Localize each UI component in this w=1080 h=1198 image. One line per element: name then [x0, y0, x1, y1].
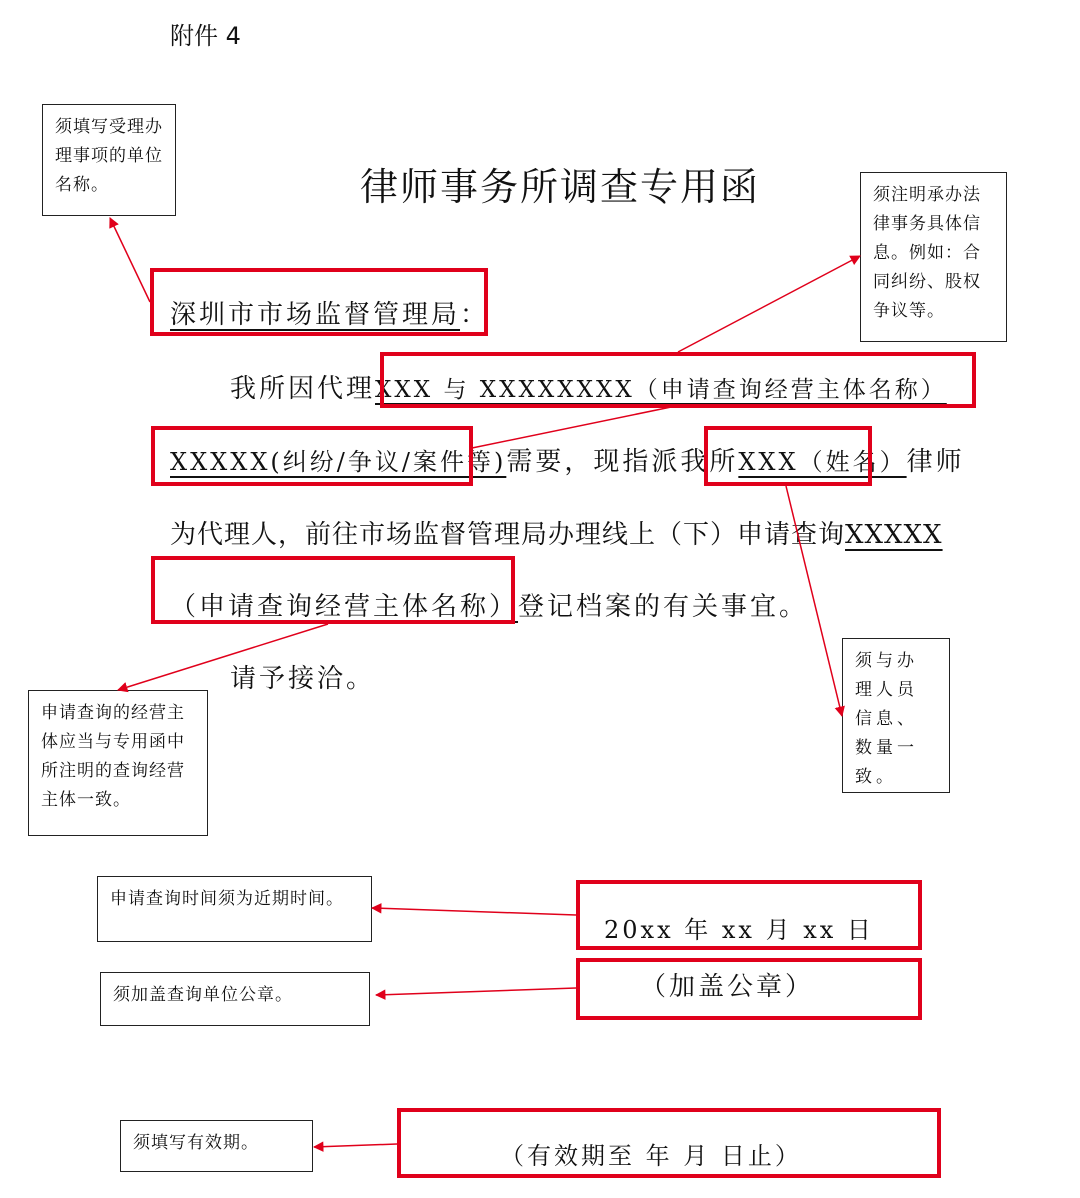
note-entity-match: 申请查询的经营主体应当与专用函中所注明的查询经营主体一致。	[28, 690, 208, 836]
attachment-label: 附件 4	[170, 22, 241, 50]
seal-line: （加盖公章）	[640, 972, 815, 1002]
addressee: 深圳市市场监督管理局	[170, 300, 461, 330]
note-seal: 须加盖查询单位公章。	[100, 972, 370, 1026]
line1-prefix: 我所因代理	[230, 374, 376, 404]
line3-prefix: 为代理人，前往市场监督管理局办理线上（下）申请查询	[170, 520, 846, 550]
validity-line: （有效期至 年 月 日止）	[500, 1142, 802, 1170]
arrow-recent-time	[372, 908, 576, 915]
note-person-match: 须与办理人员信息、数量一致。	[842, 638, 950, 793]
closing: 请予接洽。	[230, 664, 376, 694]
note-recent-time: 申请查询时间须为近期时间。	[97, 876, 372, 942]
line2-mid: 需要，现指派我所	[506, 447, 739, 477]
arrow-validity	[314, 1144, 397, 1147]
line1-fill: XXX 与 XXXXXXXX（申请查询经营主体名称）	[375, 377, 947, 403]
line4-fill: （申请查询经营主体名称）	[170, 592, 519, 622]
line4-suffix: 登记档案的有关事宜。	[518, 592, 809, 622]
note-matter-info: 须注明承办法律事务具体信息。例如：合同纠纷、股权争议等。	[860, 172, 1007, 342]
date-line: 20xx 年 xx 月 xx 日	[604, 916, 874, 944]
arrow-seal	[376, 988, 576, 995]
arrow-matter-info-link	[472, 406, 676, 448]
arrow-entity-match	[118, 624, 328, 690]
arrow-matter-info	[678, 256, 860, 352]
line2-suffix: 律师	[906, 447, 965, 477]
document-title: 律师事务所调查专用函	[360, 165, 761, 209]
line3-fill: XXXXX	[845, 520, 943, 550]
arrow-person-match	[786, 486, 842, 716]
agent-name-fill: XXX（姓名）	[738, 448, 907, 476]
note-unit-name: 须填写受理办理事项的单位名称。	[42, 104, 176, 216]
line2-fill: XXXXX(纠纷/争议/案件等)	[170, 448, 507, 476]
addressee-colon: ：	[460, 300, 490, 330]
arrow-unit-name	[110, 218, 150, 302]
note-validity: 须填写有效期。	[120, 1120, 313, 1172]
